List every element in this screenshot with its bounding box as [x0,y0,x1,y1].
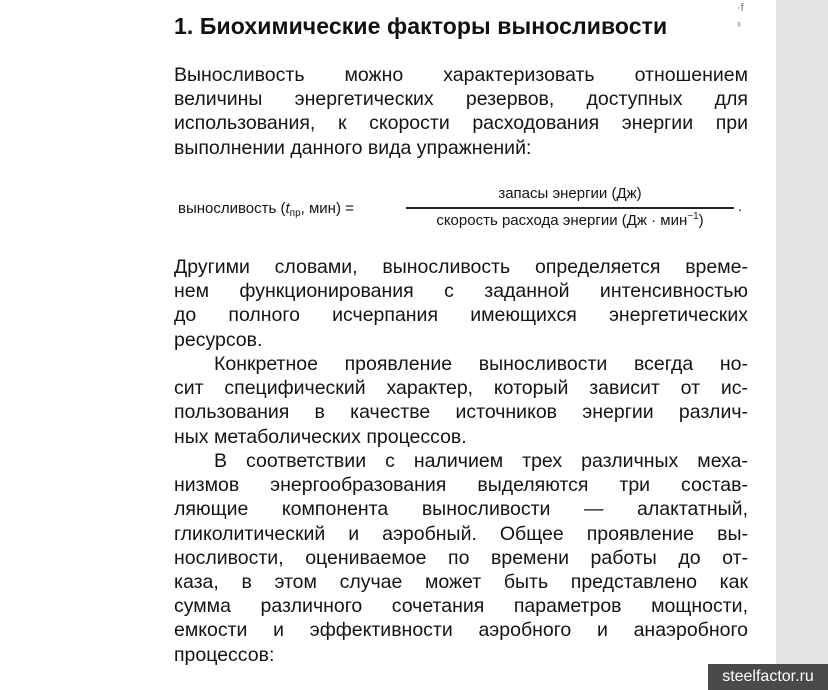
section-heading: 1. Биохимические факторы выносливости [174,13,668,39]
text-line: сумма различного сочетания параметров мощности, [174,595,748,618]
text-line: величины энергетических резервов, доступных для [174,88,748,111]
formula-denominator-exponent: −1 [687,211,699,222]
paragraph-three-mechanisms [174,449,748,667]
text-line: использования, к скорости расходования энергии при [174,112,748,135]
text-line: ресурсов. [174,328,263,351]
page-corner-mark: ·f [737,2,744,14]
fraction-bar [406,207,734,209]
text-line: выполнении данного вида упражнений: [174,136,532,159]
intro-paragraph [174,63,748,160]
endurance-formula [178,183,748,235]
formula-numerator: запасы энергии (Дж) [498,185,642,202]
text-line: до полного исчерпания имеющихся энергетических [174,304,748,327]
text-line: гликолитический и аэробный. Общее проявление вы- [174,522,748,545]
text-line: пользования в качестве источников энергии различ- [174,401,748,424]
formula-time-symbol: t [285,200,290,217]
formula-lhs-prefix: выносливость ( [178,200,286,217]
viewer-background [776,0,828,690]
text-line: Выносливость можно характеризовать отношением [174,64,748,86]
site-watermark: steelfactor.ru [708,664,828,690]
text-line: сит специфический характер, который зависит от ис- [174,377,748,400]
text-line: емкости и эффективности аэробного и анаэробного [174,619,748,642]
text-line: каза, в этом случае может быть представлено как [174,571,748,594]
text-line: Конкретное проявление выносливости всегда но- [214,353,748,375]
formula-period: . [738,198,743,215]
formula-left-side [178,200,354,219]
formula-lhs-suffix: , мин) = [300,200,354,217]
text-line: нем функционирования с заданной интенсивностью [174,280,748,303]
text-line: ляющие компонента выносливости — алактатный, [174,498,748,521]
formula-denominator [406,211,734,229]
text-line: Другими словами, выносливость определяется време- [174,256,748,278]
text-line: носливости, оцениваемое по времени работы до от- [174,546,748,569]
text-line: ных метаболических процессов. [174,425,467,448]
formula-denominator-main: скорость расхода энергии (Дж · мин [436,212,688,229]
page-corner-mark: ᵌ [737,20,741,32]
paragraph-specific-character [174,352,748,449]
formula-denominator-close: ) [698,212,704,229]
text-line: низмов энергообразования выделяются три состав- [174,474,748,497]
text-line: процессов: [174,643,275,666]
formula-time-subscript: пр [289,208,301,219]
text-line: В соответствии с наличием трех различных меха- [214,450,748,472]
paragraph-other-words [174,255,748,352]
